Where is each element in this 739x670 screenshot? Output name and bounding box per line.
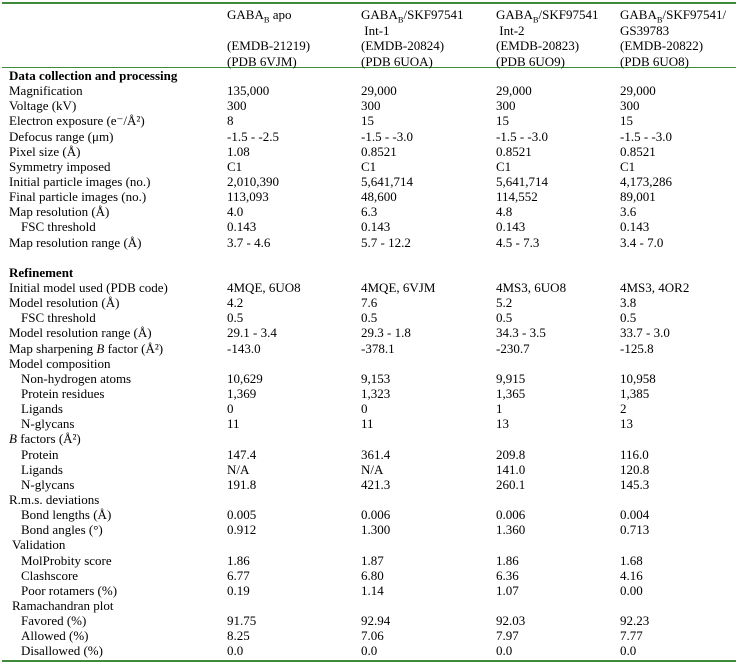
- row-label: Map resolution (Å): [9, 204, 110, 220]
- row-value: 1.300: [361, 522, 391, 538]
- table-row: [2, 613, 736, 628]
- row-label: B factors (Å²): [9, 431, 81, 447]
- row-value: 1,369: [227, 385, 257, 401]
- row-label: Defocus range (μm): [9, 128, 114, 144]
- row-value: 89,001: [620, 189, 656, 205]
- table-row: [2, 537, 736, 552]
- section-heading-data-collection: Data collection and processing: [9, 68, 178, 83]
- column-header-apo: $GABA_B$ apo (EMDB-21219) (PDB 6VJM): [227, 7, 311, 69]
- row-value: 7.6: [361, 295, 378, 311]
- row-value: 421.3: [361, 476, 391, 492]
- row-value: 0.5: [361, 310, 378, 326]
- table-row: [2, 280, 736, 295]
- row-value: 0.143: [227, 219, 257, 235]
- table-row: [2, 477, 736, 492]
- row-value: -1.5 ‐ -3.0: [496, 128, 548, 144]
- row-value: 8: [227, 113, 234, 129]
- table-row: [2, 643, 736, 658]
- table-row: [2, 235, 736, 250]
- row-value: -143.0: [227, 340, 261, 356]
- row-value: 2: [620, 401, 627, 417]
- row-value: 1.68: [620, 552, 643, 568]
- section-heading-refinement: Refinement: [9, 264, 74, 280]
- row-value: 4.2: [227, 295, 244, 311]
- column-header-int1: $GABA_B/SKF97541$ Int-1 (EMDB-20824) (PDB 6UOA): [361, 7, 464, 69]
- row-value: 11: [361, 416, 374, 432]
- row-value: 1.14: [361, 582, 384, 598]
- row-label: N-glycans: [21, 416, 75, 432]
- row-label: Electron exposure (e⁻/Å²): [9, 113, 145, 129]
- row-value: 0.5: [620, 310, 637, 326]
- row-value: -230.7: [496, 340, 530, 356]
- table-row: [2, 568, 736, 583]
- row-value: 4MS3, 4OR2: [620, 279, 690, 295]
- row-label: Validation: [12, 537, 66, 553]
- table-row: [2, 341, 736, 356]
- row-label: Ligands: [21, 461, 63, 477]
- row-value: 147.4: [227, 446, 257, 462]
- row-value: 1.86: [227, 552, 250, 568]
- row-value: 11: [227, 416, 240, 432]
- table-row: [2, 462, 736, 477]
- row-value: -378.1: [361, 340, 395, 356]
- row-label: FSC threshold: [21, 219, 96, 235]
- row-value: 0.0: [620, 643, 637, 659]
- row-value: 0.00: [620, 582, 643, 598]
- row-label: Model resolution (Å): [9, 295, 120, 311]
- row-value: 3.4 ‐ 7.0: [620, 234, 664, 250]
- table-header: [2, 4, 736, 69]
- row-value: 0.005: [227, 507, 257, 523]
- row-value: 29,000: [361, 83, 397, 99]
- row-value: 300: [620, 98, 640, 114]
- row-label: Map resolution range (Å): [9, 234, 142, 250]
- table-row: [2, 401, 736, 416]
- row-value: 4MQE, 6UO8: [227, 279, 301, 295]
- table-row: [2, 295, 736, 310]
- row-value: 29,000: [620, 83, 656, 99]
- row-value: 1.87: [361, 552, 384, 568]
- row-label: Bond angles (°): [21, 522, 103, 538]
- row-value: 10,629: [227, 370, 263, 386]
- row-label: Poor rotamers (%): [21, 582, 118, 598]
- table-row: [2, 553, 736, 568]
- row-value: 145.3: [620, 476, 650, 492]
- table-row: [2, 522, 736, 537]
- row-value: 4.16: [620, 567, 643, 583]
- row-value: 1,365: [496, 385, 526, 401]
- row-value: 6.77: [227, 567, 250, 583]
- row-label: Ramachandran plot: [12, 597, 114, 613]
- row-value: 135,000: [227, 83, 270, 99]
- table-row: [2, 356, 736, 371]
- table-row: [2, 113, 736, 128]
- row-value: 92.94: [361, 613, 391, 629]
- row-value: C1: [496, 158, 512, 174]
- row-value: N/A: [227, 461, 250, 477]
- row-value: 6.80: [361, 567, 384, 583]
- row-value: 0.8521: [496, 143, 532, 159]
- row-label: Favored (%): [21, 613, 87, 629]
- table-row: [2, 628, 736, 643]
- row-value: 48,600: [361, 189, 397, 205]
- row-value: 0.0: [227, 643, 244, 659]
- row-value: 300: [496, 98, 516, 114]
- row-value: 1,323: [361, 385, 391, 401]
- row-value: 2,010,390: [227, 173, 279, 189]
- table-row: [2, 310, 736, 325]
- row-value: 4MQE, 6VJM: [361, 279, 436, 295]
- table-row: [2, 219, 736, 234]
- row-value: C1: [620, 158, 636, 174]
- row-value: 4MS3, 6UO8: [496, 279, 567, 295]
- row-value: 7.06: [361, 628, 384, 644]
- table-row: [2, 447, 736, 462]
- row-value: 29,000: [496, 83, 532, 99]
- row-label: Protein residues: [21, 385, 105, 401]
- row-value: 0.19: [227, 582, 250, 598]
- row-value: -125.8: [620, 340, 654, 356]
- row-value: 0: [227, 401, 234, 417]
- column-header-gs39783: $GABA_B/SKF97541/$ GS39783 (EMDB-20822) (PDB 6UO8): [620, 7, 727, 69]
- row-value: 92.23: [620, 613, 650, 629]
- row-value: 4.5 ‐ 7.3: [496, 234, 540, 250]
- row-value: 5.2: [496, 295, 513, 311]
- row-label: Model resolution range (Å): [9, 325, 152, 341]
- row-label: Symmetry imposed: [9, 158, 111, 174]
- row-value: 191.8: [227, 476, 257, 492]
- row-value: 260.1: [496, 476, 526, 492]
- row-label: Non-hydrogen atoms: [21, 370, 132, 386]
- row-value: 120.8: [620, 461, 650, 477]
- row-value: 0.006: [496, 507, 526, 523]
- table-row: [2, 98, 736, 113]
- table-row: [2, 325, 736, 340]
- row-value: 0.143: [361, 219, 391, 235]
- row-value: 141.0: [496, 461, 526, 477]
- row-value: 1.86: [496, 552, 519, 568]
- row-value: 1: [496, 401, 503, 417]
- row-value: 0.143: [620, 219, 650, 235]
- row-value: 34.3 ‐ 3.5: [496, 325, 546, 341]
- table-row: [2, 583, 736, 598]
- cryo-em-statistics-table: [2, 2, 736, 662]
- row-label: Clashscore: [21, 567, 79, 583]
- table-row: [2, 386, 736, 401]
- row-value: 0.5: [227, 310, 244, 326]
- row-value: C1: [361, 158, 377, 174]
- table-row: [2, 416, 736, 431]
- row-value: 15: [620, 113, 633, 129]
- table-row: [2, 431, 736, 446]
- table-row: [2, 492, 736, 507]
- row-label: Initial model used (PDB code): [9, 279, 168, 295]
- row-value: 116.0: [620, 446, 649, 462]
- row-value: 0.143: [496, 219, 526, 235]
- row-value: 4,173,286: [620, 173, 672, 189]
- row-value: 6.3: [361, 204, 378, 220]
- row-label: Protein: [21, 446, 59, 462]
- table-row: [2, 204, 736, 219]
- row-label: Model composition: [9, 355, 111, 371]
- row-value: 29.1 ‐ 3.4: [227, 325, 277, 341]
- row-value: 13: [620, 416, 633, 432]
- table-row: [2, 174, 736, 189]
- row-value: 0: [361, 401, 368, 417]
- bottom-rule: [2, 660, 736, 662]
- row-value: 1,385: [620, 385, 650, 401]
- refinement-rows: [2, 280, 736, 659]
- table-row: [2, 598, 736, 613]
- row-value: 114,552: [496, 189, 538, 205]
- table-row: [2, 83, 736, 98]
- row-value: 9,153: [361, 370, 391, 386]
- row-value: 0.004: [620, 507, 650, 523]
- row-value: -1.5 ‐ -3.0: [620, 128, 672, 144]
- row-label: N-glycans: [21, 476, 75, 492]
- row-value: 0.0: [496, 643, 513, 659]
- row-label: Initial particle images (no.): [9, 173, 151, 189]
- row-label: Magnification: [9, 83, 83, 99]
- row-value: 0.006: [361, 507, 391, 523]
- table-row: [2, 507, 736, 522]
- row-value: 33.7 ‐ 3.0: [620, 325, 670, 341]
- row-value: 300: [361, 98, 381, 114]
- row-value: 9,915: [496, 370, 526, 386]
- row-label: Final particle images (no.): [9, 189, 147, 205]
- row-value: 15: [361, 113, 374, 129]
- row-label: MolProbity score: [21, 552, 112, 568]
- row-value: -1.5 ‐ -2.5: [227, 128, 279, 144]
- row-label: Allowed (%): [21, 628, 89, 644]
- row-value: 0.8521: [620, 143, 656, 159]
- row-label: R.m.s. deviations: [9, 491, 100, 507]
- row-value: 361.4: [361, 446, 391, 462]
- row-value: 0.713: [620, 522, 650, 538]
- row-label: Pixel size (Å): [9, 143, 81, 159]
- row-value: -1.5 ‐ -3.0: [361, 128, 413, 144]
- row-value: 3.6: [620, 204, 637, 220]
- row-value: 5,641,714: [496, 173, 548, 189]
- row-value: 113,093: [227, 189, 269, 205]
- column-header-int2: $GABA_B/SKF97541$ Int-2 (EMDB-20823) (PDB 6UO9): [496, 7, 599, 69]
- row-value: N/A: [361, 461, 384, 477]
- data-collection-rows: [2, 83, 736, 250]
- table-row: [2, 144, 736, 159]
- row-value: 300: [227, 98, 247, 114]
- row-label: Disallowed (%): [21, 643, 103, 659]
- row-value: 3.8: [620, 295, 637, 311]
- row-value: 4.0: [227, 204, 244, 220]
- row-value: 7.97: [496, 628, 519, 644]
- row-value: 8.25: [227, 628, 250, 644]
- row-value: 1.07: [496, 582, 519, 598]
- row-label: Map sharpening B factor (Å²): [9, 340, 164, 356]
- row-label: Bond lengths (Å): [21, 507, 112, 523]
- row-value: 92.03: [496, 613, 526, 629]
- row-value: 5.7 ‐ 12.2: [361, 234, 411, 250]
- table-row: [2, 189, 736, 204]
- row-value: 4.8: [496, 204, 513, 220]
- row-value: 6.36: [496, 567, 519, 583]
- spacer: [2, 250, 736, 265]
- row-value: 1.08: [227, 143, 250, 159]
- row-value: 3.7 ‐ 4.6: [227, 234, 271, 250]
- table-row: [2, 371, 736, 386]
- row-value: 15: [496, 113, 509, 129]
- row-label: Ligands: [21, 401, 63, 417]
- table-row: [2, 129, 736, 144]
- row-value: 7.77: [620, 628, 643, 644]
- row-value: 13: [496, 416, 509, 432]
- row-value: 10,958: [620, 370, 656, 386]
- row-label: Voltage (kV): [9, 98, 77, 114]
- row-value: 1.360: [496, 522, 526, 538]
- row-value: 0.5: [496, 310, 513, 326]
- row-value: 5,641,714: [361, 173, 413, 189]
- row-value: 0.0: [361, 643, 378, 659]
- row-value: 29.3 ‐ 1.8: [361, 325, 411, 341]
- row-label: FSC threshold: [21, 310, 96, 326]
- row-value: 0.8521: [361, 143, 397, 159]
- row-value: 209.8: [496, 446, 526, 462]
- row-value: 91.75: [227, 613, 257, 629]
- row-value: 0.912: [227, 522, 257, 538]
- row-value: C1: [227, 158, 243, 174]
- table-row: [2, 159, 736, 174]
